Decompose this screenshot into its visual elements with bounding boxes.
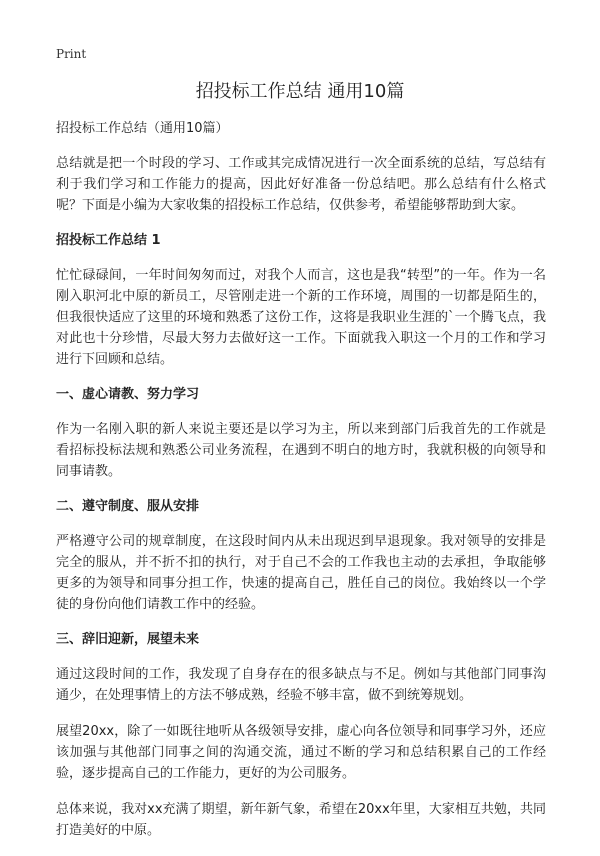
part2-heading: 二、遵守制度、服从安排 (56, 499, 200, 514)
document-body (56, 118, 546, 856)
section-intro-paragraph: 忙忙碌碌间，一年时间匆匆而过，对我个人而言，这也是我“转型”的一年。作为一名刚入职河北中原的新员工，尽管刚走进一个新的工作环境，周围的一切都是陌生的，但我很快适应了这里的环境和熟悉了这份工作，这将是我职业生涯的`一个腾飞点，我对此也十分珍惜，尽最大努力去做好这一工作。下面就我入职这一个月的工作和学习进行下回顾和总结。 (56, 268, 546, 367)
part3-paragraph-1: 通过这段时间的工作，我发现了自身存在的很多缺点与不足。例如与其他部门同事沟通少，在处理事情上的方法不够成熟，经验不够丰富，做不到统筹规划。 (56, 667, 546, 703)
print-link[interactable]: Print (56, 47, 87, 61)
intro-paragraph: 总结就是把一个时段的学习、工作或其完成情况进行一次全面系统的总结，写总结有利于我们学习和工作能力的提高，因此好好准备一份总结吧。那么总结有什么格式呢？下面是小编为大家收集的招投标工作总结，仅供参考，希望能够帮助到大家。 (56, 156, 546, 213)
part1-paragraph: 作为一名刚入职的新人来说主要还是以学习为主，所以来到部门后我首先的工作就是看招标投标法规和熟悉公司业务流程，在遇到不明白的地方时，我就积极的向领导和同事请教。 (56, 422, 546, 479)
part3-heading: 三、辞旧迎新，展望未来 (56, 632, 200, 647)
document-subtitle: 招投标工作总结（通用10篇） (56, 121, 229, 136)
part3-paragraph-2: 展望20xx，除了一如既往地听从各级领导安排，虚心向各位领导和同事学习外，还应该加强与其他部门同事之间的沟通交流，通过不断的学习和总结积累自己的工作经验，逐步提高自己的工作能力，更好的为公司服务。 (56, 724, 546, 781)
part2-paragraph: 严格遵守公司的规章制度，在这段时间内从未出现迟到早退现象。我对领导的安排是完全的服从，并不折不扣的执行，对于自己不会的工作我也主动的去承担，争取能够更多的为领导和同事分担工作，快速的提高自己，胜任自己的岗位。我始终以一个学徒的身份向他们请教工作中的经验。 (56, 534, 546, 612)
section-title: 招投标工作总结 1 (56, 233, 161, 248)
page-title: 招投标工作总结 通用10篇 (195, 81, 405, 102)
part3-paragraph-3: 总体来说，我对xx充满了期望，新年新气象，希望在20xx年里，大家相互共勉，共同打造美好的中原。 (56, 802, 546, 838)
part1-heading: 一、虚心请教、努力学习 (56, 387, 200, 402)
